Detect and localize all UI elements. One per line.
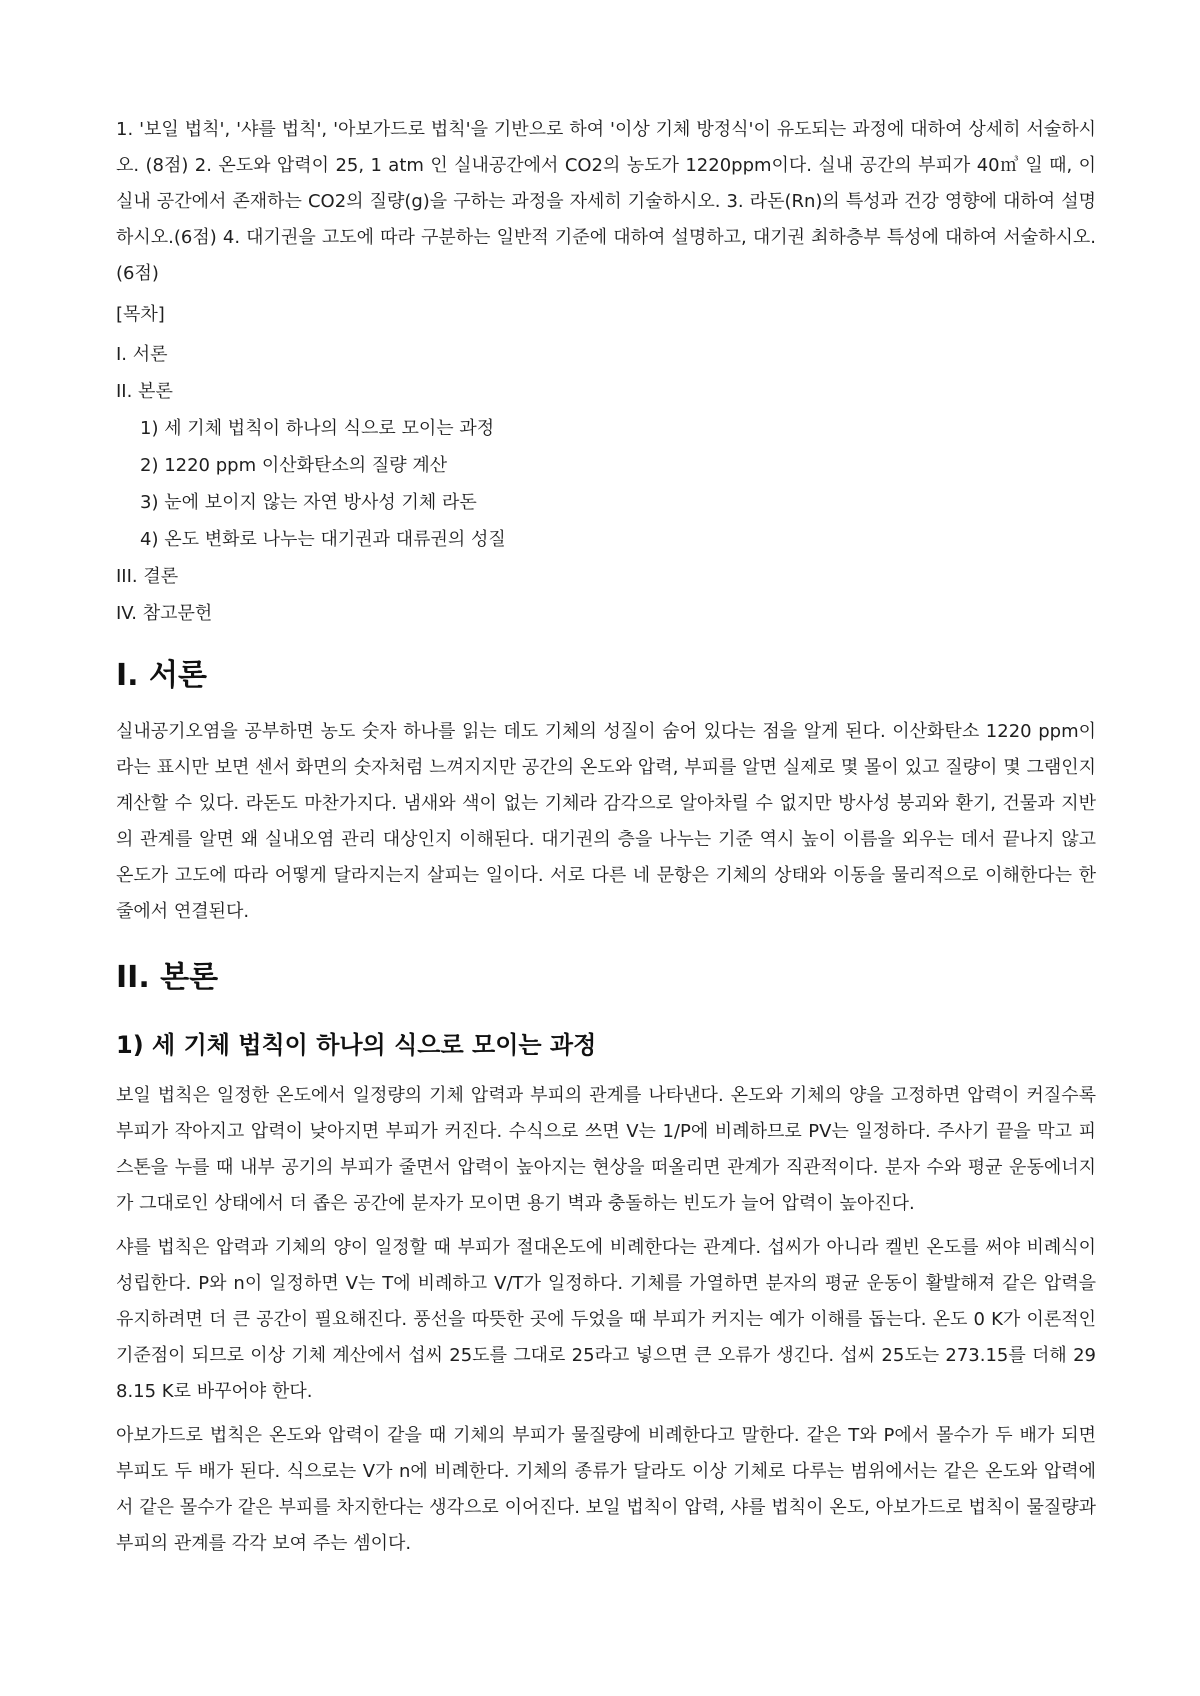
toc-item-references: IV. 참고문헌 xyxy=(116,603,213,624)
body-heading: II. 본론 xyxy=(116,960,219,995)
section-1-paragraph-charles: 샤를 법칙은 압력과 기체의 양이 일정할 때 부피가 절대온도에 비례한다는 관계다. 섭씨가 아니라 켈빈 온도를 써야 비례식이 성립한다. P와 n이 일정하면 V는 T에 비례하고 V/T가 일정하다. 기체를 가열하면 분자의 평균 운동이 활발해져 같은 압력을 유지하려면 더 큰 공간이 필요해진다. 풍선을 따뜻한 곳에 두었을 때 부피가 커지는 예가 이해를 돕는다. 온도 0 K가 이론적인 기준점이 되므로 이상 기체 계산에서 섭씨 25도를 그대로 25라고 넣으면 큰 오류가 생긴다. 섭씨 25도는 273.15를 더해 298.15 K로 바꾸어야 한다. xyxy=(116,1237,1096,1402)
toc-item-intro: I. 서론 xyxy=(116,344,168,365)
toc-subitem-gas-laws: 1) 세 기체 법칙이 하나의 식으로 모이는 과정 xyxy=(140,418,495,439)
table-of-contents xyxy=(116,341,1096,628)
toc-subitem-atmosphere: 4) 온도 변화로 나누는 대기권과 대류권의 성질 xyxy=(140,529,506,550)
section-1-paragraph-boyle: 보일 법칙은 일정한 온도에서 일정량의 기체 압력과 부피의 관계를 나타낸다. 온도와 기체의 양을 고정하면 압력이 커질수록 부피가 작아지고 압력이 낮아지면 부피가 커진다. 수식으로 쓰면 V는 1/P에 비례하므로 PV는 일정하다. 주사기 끝을 막고 피스톤을 누를 때 내부 공기의 부피가 줄면서 압력이 높아지는 현상을 떠올리면 관계가 직관적이다. 분자 수와 평균 운동에너지가 그대로인 상태에서 더 좁은 공간에 분자가 모이면 용기 벽과 충돌하는 빈도가 늘어 압력이 높아진다. xyxy=(116,1085,1096,1214)
toc-heading: [목차] xyxy=(116,304,165,325)
toc-item-conclusion: III. 결론 xyxy=(116,566,179,587)
intro-paragraph: 실내공기오염을 공부하면 농도 숫자 하나를 읽는 데도 기체의 성질이 숨어 있다는 점을 알게 된다. 이산화탄소 1220 ppm이라는 표시만 보면 센서 화면의 숫자처럼 느껴지지만 공간의 온도와 압력, 부피를 알면 실제로 몇 몰이 있고 질량이 몇 그램인지 계산할 수 있다. 라돈도 마찬가지다. 냄새와 색이 없는 기체라 감각으로 알아차릴 수 없지만 방사성 붕괴와 환기, 건물과 지반의 관계를 알면 왜 실내오염 관리 대상인지 이해된다. 대기권의 층을 나누는 기준 역시 높이 이름을 외우는 데서 끝나지 않고 온도가 고도에 따라 어떻게 달라지는지 살피는 일이다. 서로 다른 네 문항은 기체의 상태와 이동을 물리적으로 이해한다는 한 줄에서 연결된다. xyxy=(116,721,1096,922)
toc-subitem-radon: 3) 눈에 보이지 않는 자연 방사성 기체 라돈 xyxy=(140,492,477,513)
section-1-heading: 1) 세 기체 법칙이 하나의 식으로 모이는 과정 xyxy=(116,1031,597,1059)
toc-item-body: II. 본론 xyxy=(116,381,173,402)
intro-heading: I. 서론 xyxy=(116,658,207,693)
toc-subitem-co2-mass: 2) 1220 ppm 이산화탄소의 질량 계산 xyxy=(140,455,448,476)
section-1-paragraph-avogadro: 아보가드로 법칙은 온도와 압력이 같을 때 기체의 부피가 물질량에 비례한다고 말한다. 같은 T와 P에서 몰수가 두 배가 되면 부피도 두 배가 된다. 식으로는 V가 n에 비례한다. 기체의 종류가 달라도 이상 기체로 다루는 범위에서는 같은 온도와 압력에서 같은 몰수가 같은 부피를 차지한다는 생각으로 이어진다. 보일 법칙이 압력, 샤를 법칙이 온도, 아보가드로 법칙이 물질량과 부피의 관계를 각각 보여 주는 셈이다. xyxy=(116,1425,1096,1554)
assignment-prompt: 1. '보일 법칙', '샤를 법칙', '아보가드로 법칙'을 기반으로 하여 '이상 기체 방정식'이 유도되는 과정에 대하여 상세히 서술하시오. (8점) 2. 온도와 압력이 25, 1 atm 인 실내공간에서 CO2의 농도가 1220ppm이다. 실내 공간의 부피가 40㎥ 일 때, 이 실내 공간에서 존재하는 CO2의 질량(g)을 구하는 과정을 자세히 기술하시오. 3. 라돈(Rn)의 특성과 건강 영향에 대하여 설명하시오.(6점) 4. 대기권을 고도에 따라 구분하는 일반적 기준에 대하여 설명하고, 대기권 최하층부 특성에 대하여 서술하시오.(6점) xyxy=(116,119,1096,284)
